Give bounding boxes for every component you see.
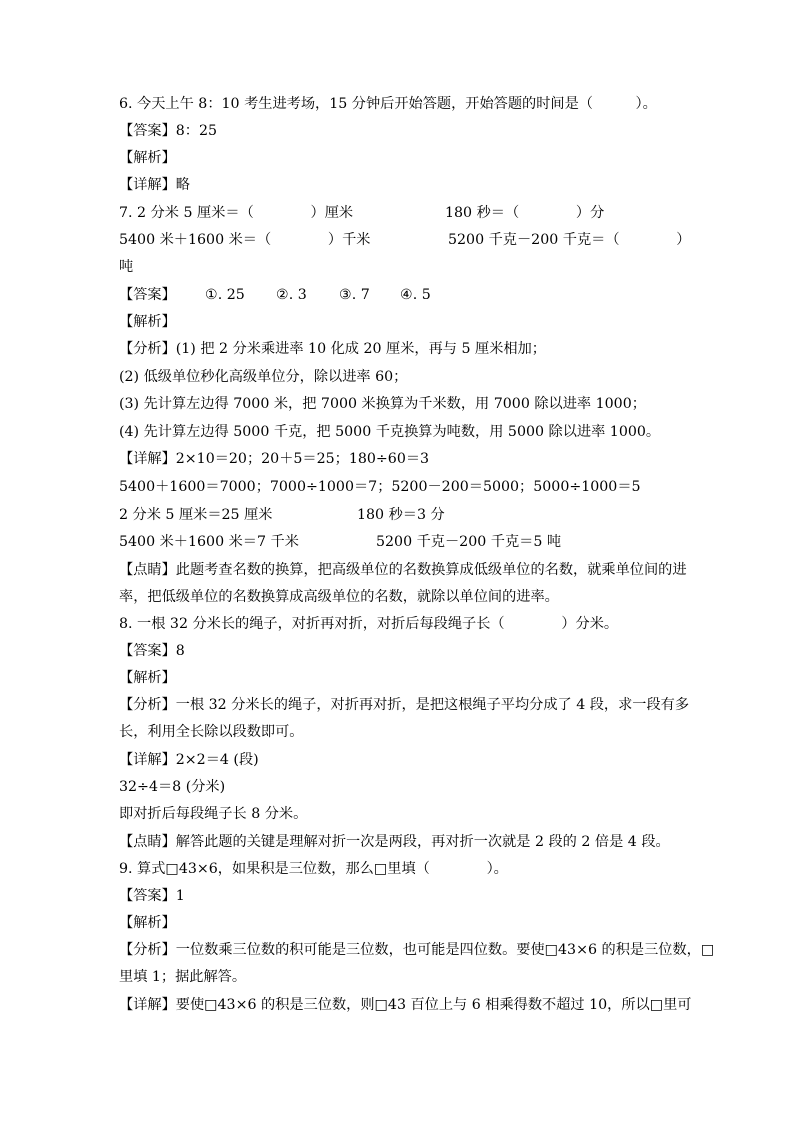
detail-9: 【详解】要使□43×6 的积是三位数，则□43 百位上与 6 相乘得数不超过 10，所以□里可 [119,997,692,1013]
detail-7-result-b: 180 秒＝3 分 [357,507,445,523]
analysis-7-3: (3) 先计算左边得 7000 米，把 7000 米换算为千米数，用 7000 除以进率 1000； [119,396,646,412]
tip-8: 【点睛】解答此题的关键是理解对折一次是两段，再对折一次就是 2 段的 2 倍是 4 段。 [119,834,670,850]
answer-7-b: ②. 3 [276,287,307,303]
detail-7-line1: 【详解】2×10＝20；20＋5＝25；180÷60＝3 [119,451,430,467]
answer-9: 【答案】1 [119,888,185,904]
analysis-heading-9: 【解析】 [119,915,176,931]
detail-7-result-c: 5400 米＋1600 米＝7 千米 [119,534,299,550]
question-7-part4: 5200 千克－200 千克＝（ ） [448,232,691,248]
question-7-part3: 5400 米＋1600 米＝（ ）千米 [119,232,371,248]
question-7-part2: 180 秒＝（ ）分 [445,205,605,221]
analysis-heading-8: 【解析】 [119,670,176,686]
detail-8-line2: 32÷4＝8 (分米) [119,779,226,795]
analysis-heading-7: 【解析】 [119,314,176,330]
question-7-part1: 7. 2 分米 5 厘米＝（ ）厘米 [119,205,354,221]
analysis-7-2: (2) 低级单位秒化高级单位分，除以进率 60； [119,369,408,385]
detail-7-result-d: 5200 千克－200 千克＝5 吨 [376,534,562,550]
analysis-9-line2: 里填 1；据此解答。 [119,969,247,985]
tip-7-line2: 率，把低级单位的名数换算成高级单位的名数，就除以单位间的进率。 [119,589,559,605]
detail-7-result-a: 2 分米 5 厘米＝25 厘米 [119,507,273,523]
analysis-heading-6: 【解析】 [119,150,176,166]
question-6: 6. 今天上午 8：10 考生进考场，15 分钟后开始答题，开始答题的时间是（ ）。 [119,96,657,112]
answer-7-label: 【答案】 [119,287,176,303]
detail-8-line1: 【详解】2×2＝4 (段) [119,752,259,768]
analysis-8-line2: 长，利用全长除以段数即可。 [119,724,304,740]
answer-7-a: ①. 25 [205,287,245,303]
answer-6: 【答案】8：25 [119,123,218,139]
detail-7-line2: 5400＋1600＝7000；7000÷1000＝7；5200－200＝5000；5000÷1000＝5 [119,479,641,495]
analysis-8-line1: 【分析】一根 32 分米长的绳子，对折再对折，是把这根绳子平均分成了 4 段，求一段有多 [119,697,690,713]
tip-7-line1: 【点睛】此题考查名数的换算，把高级单位的名数换算成低级单位的名数，就乘单位间的进 [119,562,687,578]
answer-7-d: ④. 5 [400,287,431,303]
detail-6: 【详解】略 [119,177,190,193]
analysis-7-4: (4) 先计算左边得 5000 千克，把 5000 千克换算为吨数，用 5000 除以进率 1000。 [119,424,661,440]
detail-8-line3: 即对折后每段绳子长 8 分米。 [119,806,308,822]
question-8: 8. 一根 32 分米长的绳子，对折再对折，对折后每段绳子长（ ）分米。 [119,616,619,632]
question-7-unit: 吨 [119,259,134,275]
answer-8: 【答案】8 [119,643,185,659]
analysis-9-line1: 【分析】一位数乘三位数的积可能是三位数，也可能是四位数。要使□43×6 的积是三位数，□ [119,942,715,958]
question-9: 9. 算式□43×6，如果积是三位数，那么□里填（ ）。 [119,861,508,877]
analysis-7-1: 【分析】(1) 把 2 分米乘进率 10 化成 20 厘米，再与 5 厘米相加； [119,341,546,357]
answer-7-c: ③. 7 [339,287,370,303]
